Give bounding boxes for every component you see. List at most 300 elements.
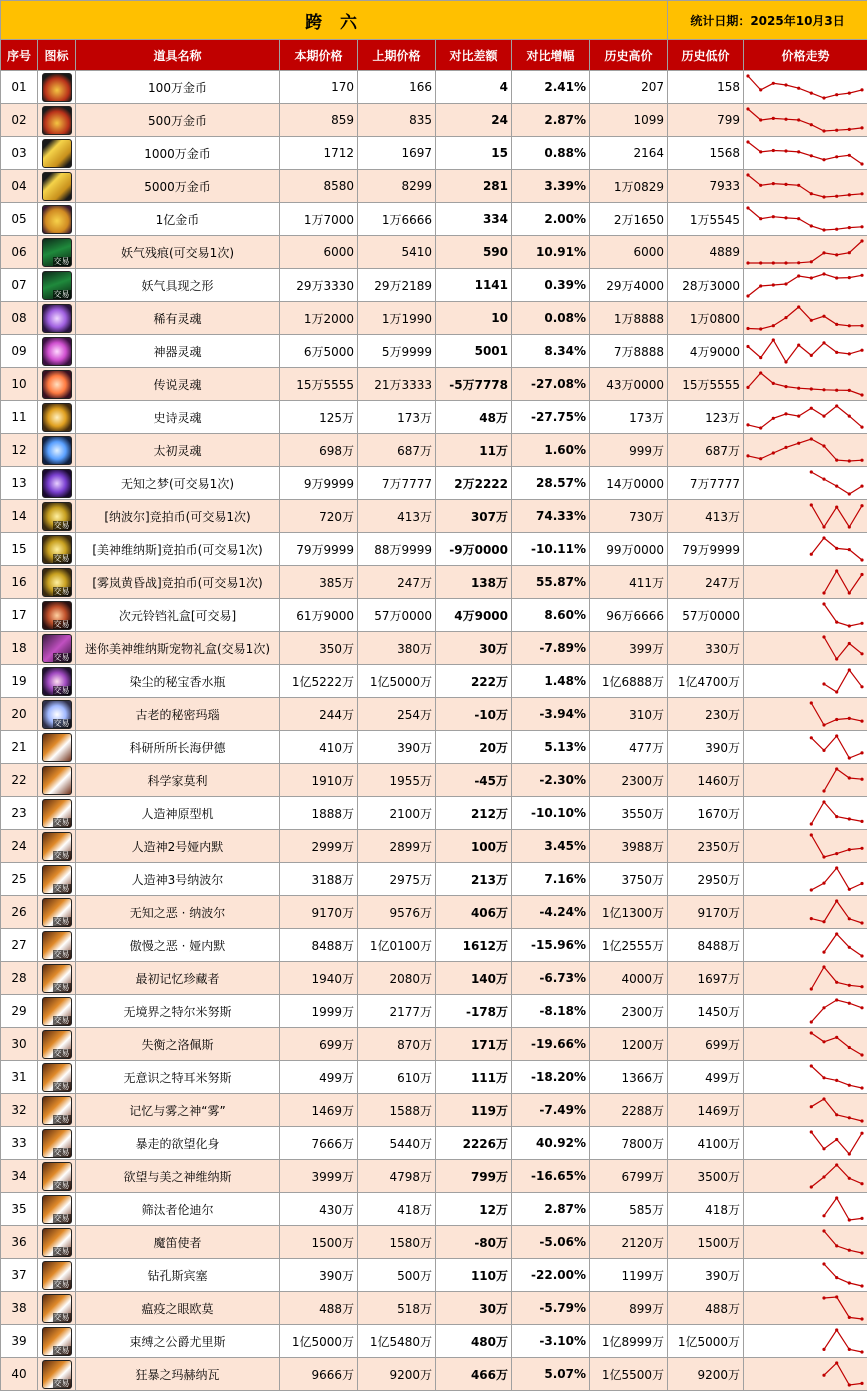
previous-price: 1亿5480万: [358, 1325, 436, 1358]
change-percent: 40.92%: [512, 1127, 590, 1160]
column-header-no[interactable]: 序号: [1, 40, 38, 71]
item-name: 稀有灵魂: [76, 302, 280, 335]
trend-point: [822, 444, 825, 447]
column-header-current-price[interactable]: 本期价格: [280, 40, 358, 71]
item-icon-cell: [38, 401, 76, 434]
trade-tag: 交易: [53, 949, 70, 959]
trend-point: [810, 1064, 813, 1067]
trend-point: [772, 215, 775, 218]
trade-tag: 交易: [53, 652, 70, 662]
price-trend-cell: [744, 1226, 867, 1259]
table-row[interactable]: [1, 302, 867, 335]
table-row[interactable]: [1, 665, 867, 698]
price-diff: -10万: [436, 698, 512, 731]
trend-point: [784, 183, 787, 186]
table-row[interactable]: [1, 1160, 867, 1193]
trend-line: [811, 1165, 862, 1187]
trend-point: [810, 224, 813, 227]
trend-point: [860, 720, 863, 723]
trend-point: [860, 622, 863, 625]
trend-point: [848, 92, 851, 95]
trend-point: [822, 536, 825, 539]
item-icon-cell: [38, 302, 76, 335]
table-row[interactable]: [1, 170, 867, 203]
row-number: 22: [1, 764, 38, 797]
trend-line: [824, 604, 862, 626]
price-trend-cell: [744, 698, 867, 731]
table-row[interactable]: [1, 467, 867, 500]
change-percent: -4.24%: [512, 896, 590, 929]
price-trend-sparkline: [744, 996, 866, 1026]
previous-price: 4798万: [358, 1160, 436, 1193]
trend-point: [822, 965, 825, 968]
item-icon-cell: [38, 137, 76, 170]
history-low: 1450万: [668, 995, 744, 1028]
trend-point: [797, 184, 800, 187]
trend-point: [822, 882, 825, 885]
auction-coin-icon: [42, 568, 72, 597]
history-low: 230万: [668, 698, 744, 731]
column-header-icon[interactable]: 图标: [38, 40, 76, 71]
gold-pig-icon: [42, 205, 72, 234]
trend-point: [860, 1317, 863, 1320]
item-icon-cell: [38, 1226, 76, 1259]
history-high: 1199万: [590, 1259, 668, 1292]
price-trend-cell: [744, 632, 867, 665]
table-row[interactable]: [1, 434, 867, 467]
gold-bar-icon: [42, 139, 72, 168]
trend-point: [822, 635, 825, 638]
change-percent: -27.75%: [512, 401, 590, 434]
trend-point: [810, 276, 813, 279]
history-high: 310万: [590, 698, 668, 731]
price-diff: 5001: [436, 335, 512, 368]
trend-line: [811, 1000, 862, 1022]
price-trend-sparkline: [744, 1227, 866, 1257]
current-price: 1712: [280, 137, 358, 170]
table-row[interactable]: [1, 500, 867, 533]
price-trend-sparkline: [744, 336, 866, 366]
item-name: 失衡之洛佩斯: [76, 1028, 280, 1061]
table-row[interactable]: [1, 599, 867, 632]
current-price: 8488万: [280, 929, 358, 962]
card-album-icon: [42, 1195, 72, 1224]
history-high: 2120万: [590, 1226, 668, 1259]
price-diff: 140万: [436, 962, 512, 995]
history-low: 1670万: [668, 797, 744, 830]
trend-point: [835, 569, 838, 572]
current-price: 499万: [280, 1061, 358, 1094]
item-name: 迷你美神维纳斯宠物礼盒(交易1次): [76, 632, 280, 665]
trade-tag: 交易: [53, 619, 70, 629]
row-number: 07: [1, 269, 38, 302]
history-low: 1万5545: [668, 203, 744, 236]
table-row[interactable]: [1, 632, 867, 665]
history-low: 1697万: [668, 962, 744, 995]
trend-point: [822, 1214, 825, 1217]
price-trend-sparkline: [744, 732, 866, 762]
table-row[interactable]: [1, 1193, 867, 1226]
row-number: 18: [1, 632, 38, 665]
price-trend-sparkline: [744, 765, 866, 795]
trend-point: [860, 820, 863, 823]
trend-point: [848, 642, 851, 645]
history-low: 2950万: [668, 863, 744, 896]
table-row[interactable]: [1, 236, 867, 269]
history-low: 687万: [668, 434, 744, 467]
price-trend-cell: [744, 797, 867, 830]
row-number: 34: [1, 1160, 38, 1193]
change-percent: -3.10%: [512, 1325, 590, 1358]
trend-point: [822, 800, 825, 803]
current-price: 61万9000: [280, 599, 358, 632]
card-album-icon: [42, 1261, 72, 1290]
item-name: 妖气残痕(可交易1次): [76, 236, 280, 269]
trade-tag: 交易: [53, 1345, 70, 1355]
card-album-icon: [42, 1360, 72, 1389]
previous-price: 1万1990: [358, 302, 436, 335]
row-number: 30: [1, 1028, 38, 1061]
trend-line: [811, 967, 862, 989]
trend-point: [860, 1086, 863, 1089]
current-price: 720万: [280, 500, 358, 533]
history-low: 418万: [668, 1193, 744, 1226]
item-name: [美神维纳斯]竞拍币(可交易1次): [76, 533, 280, 566]
history-high: 7800万: [590, 1127, 668, 1160]
price-trend-sparkline: [744, 1062, 866, 1092]
trend-point: [759, 150, 762, 153]
trend-point: [835, 852, 838, 855]
previous-price: 1亿5000万: [358, 665, 436, 698]
trend-point: [810, 123, 813, 126]
item-icon-cell: [38, 1358, 76, 1391]
trend-point: [810, 1130, 813, 1133]
unknown-dream-icon: [42, 469, 72, 498]
trend-point: [797, 261, 800, 264]
item-icon-cell: [38, 104, 76, 137]
trend-point: [810, 888, 813, 891]
table-row[interactable]: [1, 566, 867, 599]
trend-point: [860, 274, 863, 277]
table-row[interactable]: [1, 929, 867, 962]
trend-point: [784, 216, 787, 219]
table-row[interactable]: [1, 1259, 867, 1292]
price-trend-sparkline: [744, 1095, 866, 1125]
row-number: 23: [1, 797, 38, 830]
price-diff: 138万: [436, 566, 512, 599]
price-diff: 213万: [436, 863, 512, 896]
change-percent: 2.41%: [512, 71, 590, 104]
history-low: 8488万: [668, 929, 744, 962]
trend-point: [860, 1350, 863, 1353]
current-price: 9万9999: [280, 467, 358, 500]
previous-price: 5万9999: [358, 335, 436, 368]
trend-point: [848, 154, 851, 157]
price-diff: 12万: [436, 1193, 512, 1226]
table-row[interactable]: [1, 1061, 867, 1094]
column-header-diff[interactable]: 对比差额: [436, 40, 512, 71]
card-album-icon: [42, 1063, 72, 1092]
table-row[interactable]: [1, 104, 867, 137]
card-album-icon: [42, 1096, 72, 1125]
trade-tag: 交易: [53, 685, 70, 695]
trend-point: [810, 1185, 813, 1188]
row-number: 38: [1, 1292, 38, 1325]
trend-point: [848, 946, 851, 949]
price-diff: 1141: [436, 269, 512, 302]
primal-soul-icon: [42, 436, 72, 465]
item-name: 最初记忆珍藏者: [76, 962, 280, 995]
trend-point: [860, 558, 863, 561]
change-percent: 2.87%: [512, 1193, 590, 1226]
stat-date: 统计日期：2025年10月3日: [668, 1, 867, 40]
history-high: 1亿8999万: [590, 1325, 668, 1358]
trend-point: [848, 1046, 851, 1049]
item-name: 太初灵魂: [76, 434, 280, 467]
table-row[interactable]: [1, 1028, 867, 1061]
trend-point: [810, 154, 813, 157]
history-high: 399万: [590, 632, 668, 665]
current-price: 350万: [280, 632, 358, 665]
table-row[interactable]: [1, 731, 867, 764]
table-row[interactable]: [1, 1226, 867, 1259]
item-name: 瘟疫之眼欧莫: [76, 1292, 280, 1325]
trend-point: [835, 932, 838, 935]
trend-point: [784, 360, 787, 363]
table-row[interactable]: [1, 71, 867, 104]
trend-point: [848, 415, 851, 418]
price-diff: 171万: [436, 1028, 512, 1061]
trend-point: [860, 162, 863, 165]
trend-point: [746, 423, 749, 426]
trend-point: [835, 155, 838, 158]
trend-point: [822, 415, 825, 418]
price-diff: 119万: [436, 1094, 512, 1127]
history-high: 2164: [590, 137, 668, 170]
table-row[interactable]: [1, 896, 867, 929]
column-header-trend[interactable]: 价格走势: [744, 40, 867, 71]
current-price: 29万3330: [280, 269, 358, 302]
trend-point: [822, 158, 825, 161]
trend-point: [822, 251, 825, 254]
history-high: 1366万: [590, 1061, 668, 1094]
change-percent: 7.16%: [512, 863, 590, 896]
trade-tag: 交易: [53, 1279, 70, 1289]
trend-point: [759, 356, 762, 359]
row-number: 27: [1, 929, 38, 962]
item-icon-cell: [38, 1325, 76, 1358]
trend-point: [746, 140, 749, 143]
trend-point: [772, 182, 775, 185]
table-row[interactable]: [1, 863, 867, 896]
trend-point: [772, 149, 775, 152]
item-icon-cell: [38, 269, 76, 302]
previous-price: 8299: [358, 170, 436, 203]
table-row[interactable]: [1, 203, 867, 236]
row-number: 26: [1, 896, 38, 929]
table-row[interactable]: [1, 830, 867, 863]
trend-point: [848, 1116, 851, 1119]
perfume-icon: [42, 667, 72, 696]
previous-price: 5440万: [358, 1127, 436, 1160]
history-high: 1200万: [590, 1028, 668, 1061]
table-row[interactable]: [1, 1127, 867, 1160]
current-price: 170: [280, 71, 358, 104]
trend-point: [860, 349, 863, 352]
previous-price: 518万: [358, 1292, 436, 1325]
trade-tag: 交易: [53, 520, 70, 530]
column-header-previous-price[interactable]: 上期价格: [358, 40, 436, 71]
previous-price: 21万3333: [358, 368, 436, 401]
trend-point: [835, 195, 838, 198]
demon-crystal-icon: [42, 238, 72, 267]
trend-point: [835, 1361, 838, 1364]
trend-point: [759, 118, 762, 121]
trend-point: [822, 96, 825, 99]
gold-coin-pile-icon: [42, 73, 72, 102]
trade-tag: 交易: [53, 1312, 70, 1322]
trend-line: [748, 109, 862, 131]
history-low: 123万: [668, 401, 744, 434]
current-price: 2999万: [280, 830, 358, 863]
change-percent: 0.08%: [512, 302, 590, 335]
history-low: 4100万: [668, 1127, 744, 1160]
item-name: 妖气具现之形: [76, 269, 280, 302]
price-trend-cell: [744, 665, 867, 698]
table-row[interactable]: [1, 368, 867, 401]
trend-point: [810, 1031, 813, 1034]
item-name: 记忆与雾之神“雾”: [76, 1094, 280, 1127]
previous-price: 166: [358, 71, 436, 104]
price-trend-cell: [744, 599, 867, 632]
trend-point: [810, 987, 813, 990]
item-icon-cell: [38, 1127, 76, 1160]
table-row[interactable]: [1, 1292, 867, 1325]
trend-point: [835, 998, 838, 1001]
row-number: 31: [1, 1061, 38, 1094]
card-album-icon: [42, 1162, 72, 1191]
change-percent: -7.49%: [512, 1094, 590, 1127]
trend-point: [810, 917, 813, 920]
history-low: 499万: [668, 1061, 744, 1094]
trend-point: [784, 83, 787, 86]
table-row[interactable]: [1, 962, 867, 995]
table-row[interactable]: [1, 1358, 867, 1391]
table-row[interactable]: [1, 335, 867, 368]
previous-price: 380万: [358, 632, 436, 665]
change-percent: 1.48%: [512, 665, 590, 698]
price-trend-sparkline: [744, 1029, 866, 1059]
previous-price: 2177万: [358, 995, 436, 1028]
previous-price: 9200万: [358, 1358, 436, 1391]
table-header: [1, 40, 867, 71]
trend-line: [824, 1264, 862, 1286]
price-trend-cell: [744, 236, 867, 269]
history-low: 7万7777: [668, 467, 744, 500]
trend-point: [860, 1006, 863, 1009]
price-trend-sparkline: [744, 1161, 866, 1191]
previous-price: 2080万: [358, 962, 436, 995]
trend-point: [822, 855, 825, 858]
table-row[interactable]: [1, 797, 867, 830]
table-row[interactable]: [1, 269, 867, 302]
item-icon-cell: [38, 566, 76, 599]
trend-point: [810, 387, 813, 390]
trend-point: [848, 717, 851, 720]
column-header-change-pct[interactable]: 对比增幅: [512, 40, 590, 71]
table-row[interactable]: [1, 698, 867, 731]
trend-point: [746, 173, 749, 176]
trend-point: [822, 789, 825, 792]
trend-point: [860, 1382, 863, 1385]
history-low: 1500万: [668, 1226, 744, 1259]
column-header-name[interactable]: 道具名称: [76, 40, 280, 71]
price-trend-sparkline: [744, 864, 866, 894]
card-album-icon: [42, 964, 72, 993]
trend-point: [822, 228, 825, 231]
trend-point: [810, 437, 813, 440]
trend-point: [848, 1383, 851, 1386]
trend-point: [822, 1040, 825, 1043]
trend-point: [835, 1276, 838, 1279]
price-trend-cell: [744, 1160, 867, 1193]
table-row[interactable]: [1, 401, 867, 434]
trend-line: [748, 340, 862, 362]
table-row[interactable]: [1, 1094, 867, 1127]
row-number: 09: [1, 335, 38, 368]
trend-point: [835, 767, 838, 770]
table-row[interactable]: [1, 764, 867, 797]
history-high: 7万8888: [590, 335, 668, 368]
current-price: 8580: [280, 170, 358, 203]
change-percent: -10.10%: [512, 797, 590, 830]
table-row[interactable]: [1, 137, 867, 170]
table-row[interactable]: [1, 533, 867, 566]
trend-line: [748, 241, 862, 263]
column-header-history-low[interactable]: 历史低价: [668, 40, 744, 71]
current-price: 698万: [280, 434, 358, 467]
table-row[interactable]: [1, 1325, 867, 1358]
history-high: 4000万: [590, 962, 668, 995]
item-name: 无意识之特耳米努斯: [76, 1061, 280, 1094]
price-diff: 30万: [436, 1292, 512, 1325]
change-percent: -5.79%: [512, 1292, 590, 1325]
trend-point: [810, 319, 813, 322]
trend-point: [848, 1177, 851, 1180]
trend-point: [835, 1196, 838, 1199]
price-trend-sparkline: [744, 237, 866, 267]
price-diff: 222万: [436, 665, 512, 698]
trend-point: [835, 129, 838, 132]
price-trend-sparkline: [744, 831, 866, 861]
column-header-history-high[interactable]: 历史高价: [590, 40, 668, 71]
row-number: 24: [1, 830, 38, 863]
trend-point: [848, 917, 851, 920]
trend-point: [746, 206, 749, 209]
trend-point: [784, 282, 787, 285]
trend-line: [811, 1132, 862, 1154]
card-album-icon: [42, 733, 72, 762]
price-trend-sparkline: [744, 699, 866, 729]
price-diff: 4万9000: [436, 599, 512, 632]
table-row[interactable]: [1, 995, 867, 1028]
change-percent: 28.57%: [512, 467, 590, 500]
item-icon-cell: [38, 665, 76, 698]
pet-gift-icon: [42, 634, 72, 663]
history-high: 2万1650: [590, 203, 668, 236]
card-album-icon: [42, 997, 72, 1026]
item-icon-cell: [38, 929, 76, 962]
